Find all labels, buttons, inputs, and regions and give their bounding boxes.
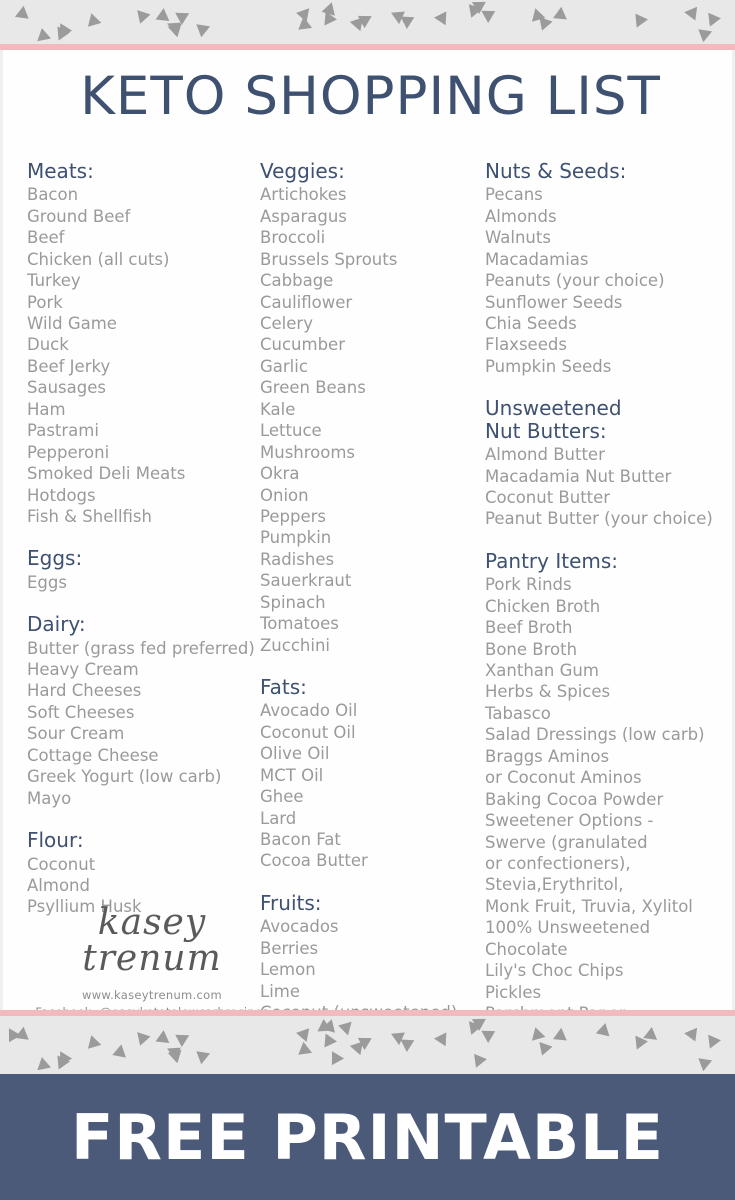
list-item: Almond — [27, 875, 90, 895]
list-item: Cocoa Butter — [260, 851, 368, 871]
list-item: Coconut — [27, 854, 96, 874]
confetti-triangle — [35, 27, 51, 41]
confetti-band-top — [0, 0, 735, 44]
list-item: Lettuce — [260, 421, 322, 441]
list-item: Okra — [260, 464, 300, 484]
list-item: Peanut Butter (your choice) — [485, 509, 713, 529]
list-item: Lily's Choc Chips — [485, 961, 624, 981]
list-item: Monk Fruit, Truvia, Xylitol — [485, 896, 693, 916]
list-columns — [27, 160, 717, 1024]
section-heading: Fruits: — [260, 890, 322, 915]
list-item: Beef Broth — [485, 618, 573, 638]
list-item: Chia Seeds — [485, 314, 577, 334]
list-item: Cabbage — [260, 271, 334, 291]
list-item: or Coconut Aminos — [485, 768, 642, 788]
confetti-triangle — [469, 2, 483, 18]
section-heading: Dairy: — [27, 612, 86, 637]
list-item: Chocolate — [485, 939, 568, 959]
list-item: Coconut Oil — [260, 722, 356, 742]
confetti-triangle — [708, 11, 722, 26]
confetti-triangle — [324, 1034, 337, 1049]
list-item: Braggs Aminos — [485, 746, 610, 766]
list-item: Bacon Fat — [260, 830, 341, 850]
list-item: Tomatoes — [260, 614, 339, 634]
section-heading: Veggies: — [260, 159, 345, 183]
list-item: Macadamias — [485, 249, 589, 269]
list-item: Avocados — [260, 917, 339, 937]
list-item: Broccoli — [260, 228, 326, 248]
confetti-triangle — [553, 1028, 571, 1046]
banner-label: FREE PRINTABLE — [70, 1100, 665, 1174]
list-item: Fish & Shellfish — [27, 506, 152, 526]
confetti-triangle — [694, 1053, 712, 1071]
confetti-triangle — [57, 1055, 70, 1070]
list-item: Butter (grass fed preferred) — [27, 638, 255, 658]
confetti-triangle — [85, 1033, 102, 1048]
confetti-triangle — [3, 1028, 21, 1045]
signature-name: kasey trenum — [82, 902, 222, 979]
confetti-triangle — [317, 1019, 332, 1032]
list-item: Bone Broth — [485, 639, 578, 659]
list-item: Soft Cheeses — [27, 702, 135, 722]
list-item: Berries — [260, 938, 319, 958]
list-item: Macadamia Nut Butter — [485, 466, 672, 486]
confetti-triangle — [110, 1044, 126, 1061]
confetti-triangle — [635, 12, 648, 27]
list-item: Garlic — [260, 356, 308, 376]
list-column — [485, 160, 717, 1024]
list-item: Herbs & Spices — [485, 682, 611, 702]
list-item: Xanthan Gum — [485, 661, 599, 680]
list-item: Greek Yogurt (low carb) — [27, 767, 222, 787]
list-item: Almond Butter — [485, 445, 605, 465]
confetti-triangle — [35, 1056, 51, 1070]
list-item: Lard — [260, 808, 297, 828]
page-title: KETO SHOPPING LIST — [80, 66, 661, 127]
list-item: Heavy Cream — [27, 660, 139, 680]
list-item: Zucchini — [260, 635, 330, 655]
list-item: Almonds — [485, 206, 557, 226]
list-item: Mushrooms — [260, 442, 356, 462]
confetti-triangle — [192, 19, 210, 37]
confetti-triangle — [294, 1042, 312, 1060]
list-item: Sauerkraut — [260, 571, 352, 591]
list-item: Beef Jerky — [27, 356, 111, 376]
list-item: Pumpkin Seeds — [485, 356, 612, 376]
list-item: Avocado Oil — [260, 701, 358, 721]
list-item: Coconut Butter — [485, 487, 611, 507]
list-item: Baking Cocoa Powder — [485, 789, 664, 809]
section-heading: Nuts & Seeds: — [485, 159, 627, 183]
confetti-triangle — [85, 11, 102, 26]
list-item: Green Beans — [260, 378, 366, 398]
list-item: Pecans — [485, 185, 543, 205]
signature-block — [27, 902, 277, 1019]
list-item: Walnuts — [485, 228, 551, 248]
list-item: Duck — [27, 335, 69, 355]
list-item: Cucumber — [260, 335, 345, 355]
list-item: Pastrami — [27, 421, 99, 441]
list-item: Radishes — [260, 549, 335, 569]
list-item: Mayo — [27, 788, 72, 808]
list-item: or confectioners), — [485, 853, 631, 873]
list-item: Cauliflower — [260, 292, 353, 312]
confetti-triangle — [324, 12, 337, 27]
confetti-triangle — [295, 1026, 309, 1042]
confetti-triangle — [684, 1028, 702, 1045]
list-item: Flaxseeds — [485, 335, 567, 355]
list-item: Salad Dressings (low carb) — [485, 725, 705, 745]
list-item: Sausages — [27, 378, 106, 398]
list-item: Pumpkin — [260, 528, 332, 548]
confetti-triangle — [535, 1042, 552, 1058]
list-item: Asparagus — [260, 206, 347, 226]
list-item: Pork Rinds — [485, 575, 572, 595]
list-item: Ground Beef — [27, 206, 131, 226]
list-item: Peppers — [260, 506, 326, 526]
list-item: MCT Oil — [260, 765, 324, 785]
confetti-triangle — [529, 1025, 546, 1040]
list-item: Hard Cheeses — [27, 681, 142, 701]
list-item: Sunflower Seeds — [485, 292, 623, 312]
confetti-band-bottom — [0, 1016, 735, 1074]
list-item: Hotdogs — [27, 485, 96, 505]
list-item: Ghee — [260, 787, 304, 807]
list-item: Celery — [260, 314, 313, 334]
confetti-triangle — [434, 1032, 447, 1047]
list-item: Cottage Cheese — [27, 745, 159, 765]
confetti-triangle — [336, 1019, 351, 1036]
section-heading: Unsweetened Nut Butters: — [485, 396, 622, 443]
list-item: Ham — [27, 399, 66, 419]
confetti-triangle — [153, 1030, 170, 1048]
confetti-triangle — [684, 7, 702, 24]
confetti-triangle — [133, 1032, 150, 1048]
list-column — [260, 160, 485, 1024]
list-item: Eggs — [27, 572, 67, 592]
list-item: Smoked Deli Meats — [27, 464, 186, 484]
signature-website: www.kaseytrenum.com — [82, 988, 222, 1002]
list-item: Wild Game — [27, 314, 117, 334]
confetti-triangle — [596, 1022, 612, 1037]
confetti-triangle — [57, 26, 70, 41]
list-item: Brussels Sprouts — [260, 249, 398, 269]
confetti-triangle — [553, 7, 571, 25]
list-item: Kale — [260, 399, 296, 419]
list-item: Peanuts (your choice) — [485, 271, 665, 291]
confetti-triangle — [15, 6, 33, 24]
confetti-triangle — [474, 1052, 488, 1068]
list-item: Lime — [260, 981, 301, 1001]
list-item: Chicken (all cuts) — [27, 249, 170, 269]
list-item: Stevia,Erythritol, — [485, 875, 624, 895]
list-item: Sweetener Options - — [485, 811, 654, 831]
confetti-triangle — [708, 1033, 722, 1048]
section-heading: Flour: — [27, 828, 84, 853]
confetti-triangle — [434, 11, 447, 26]
list-item: Pepperoni — [27, 442, 110, 462]
list-item: Bacon — [27, 185, 79, 205]
list-item: Olive Oil — [260, 744, 330, 764]
list-item: Spinach — [260, 592, 326, 612]
list-item: Tabasco — [485, 703, 551, 723]
section-heading: Meats: — [27, 159, 94, 183]
free-printable-banner — [0, 1074, 735, 1200]
confetti-triangle — [469, 1019, 483, 1035]
list-sheet — [0, 50, 735, 1010]
section-heading: Eggs: — [27, 546, 83, 571]
list-item: Turkey — [27, 271, 81, 291]
confetti-triangle — [326, 1051, 344, 1068]
list-item: Onion — [260, 485, 309, 505]
list-item: Chicken Broth — [485, 596, 601, 616]
confetti-triangle — [643, 1026, 659, 1040]
list-item: Pork — [27, 292, 63, 312]
confetti-triangle — [192, 1046, 210, 1064]
section-heading: Pantry Items: — [485, 548, 619, 573]
list-item: 100% Unsweetened — [485, 918, 651, 938]
confetti-triangle — [133, 10, 150, 26]
list-item: Beef — [27, 228, 65, 248]
list-item: Pickles — [485, 982, 542, 1002]
section-heading: Fats: — [260, 675, 307, 700]
list-item: Psyllium Husk — [27, 897, 142, 917]
list-item: Sour Cream — [27, 724, 125, 744]
list-item: Swerve (granulated — [485, 832, 648, 852]
list-column — [27, 160, 260, 1024]
list-item: Artichokes — [260, 185, 347, 205]
list-item: Lemon — [260, 960, 316, 980]
